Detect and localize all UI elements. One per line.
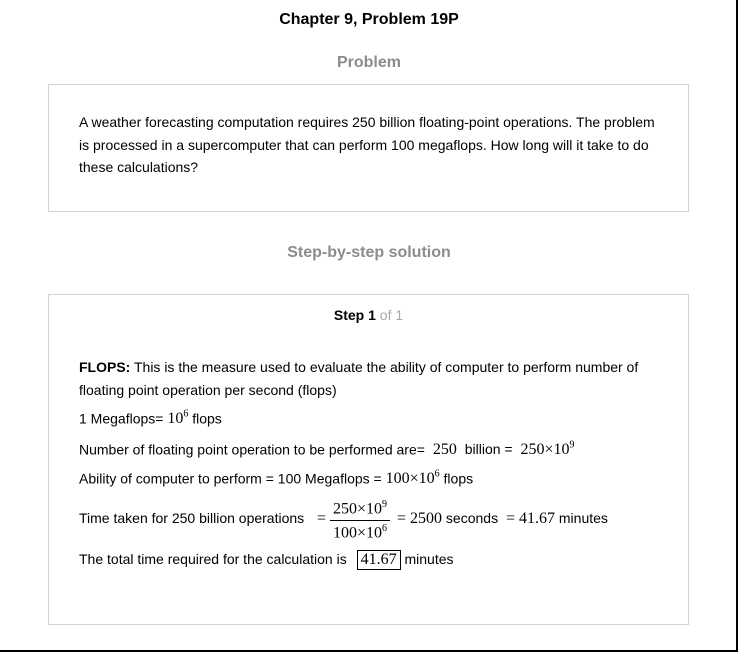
seconds-value: = 2500 — [397, 510, 443, 527]
megaflops-label: 1 Megaflops= — [79, 410, 164, 427]
total-unit: minutes — [404, 551, 454, 567]
fraction-numerator: $250\times 10^9$ — [332, 499, 388, 518]
operations-line — [79, 440, 575, 459]
step-indicator — [49, 307, 688, 323]
ability-label: Ability of computer to perform = 100 Megaflops = — [79, 470, 382, 487]
flops-term: FLOPS: — [79, 359, 131, 375]
megaflops-unit: flops — [192, 410, 222, 427]
step-total: of 1 — [379, 307, 404, 323]
total-value-box: 41.67 — [357, 550, 401, 570]
problem-text: A weather forecasting computation requires 250 billion floating-point operations. The problem is processed in a supercomputer that can perform 100 megaflops. How long will it take to do these calculations? — [79, 114, 655, 175]
problem-box — [48, 84, 689, 212]
time-result-line — [397, 510, 608, 528]
step-label: Step — [333, 307, 365, 323]
total-label: The total time required for the calculation is — [79, 551, 347, 567]
megaflops-line — [79, 409, 222, 428]
page-title: Chapter 9, Problem 19P — [279, 11, 459, 28]
time-label: Time taken for 250 billion operations — [79, 510, 305, 526]
fraction-denominator: $100\times 10^6$ — [332, 523, 388, 542]
problem-heading: Problem — [336, 54, 401, 71]
minutes-unit: minutes — [558, 510, 608, 526]
flops-definition — [79, 356, 659, 402]
solution-heading: Step-by-step solution — [287, 244, 451, 261]
ops-label: Number of floating point operation to be performed are= — [79, 441, 425, 458]
ops-expr: $250\times 10^9$ — [520, 440, 575, 459]
ability-expr: $100\times 10^6$ — [385, 469, 440, 488]
ability-line — [79, 469, 473, 488]
minutes-value: = 41.67 — [505, 510, 555, 527]
ops-value: 250 — [432, 441, 457, 459]
fraction-bar — [330, 520, 390, 521]
megaflops-expr: $10^6$ — [167, 409, 189, 428]
flops-def-text: This is the measure used to evaluate the ability of computer to perform number of floating point operation per second (flops) — [79, 359, 639, 398]
ops-billion: billion = — [464, 441, 513, 458]
total-line — [79, 550, 454, 570]
ability-unit: flops — [443, 470, 474, 487]
time-fraction — [330, 499, 390, 543]
equals-sign: = — [317, 510, 327, 527]
step-number: 1 — [368, 307, 376, 323]
seconds-unit: seconds — [445, 510, 499, 526]
solution-box — [48, 294, 689, 625]
